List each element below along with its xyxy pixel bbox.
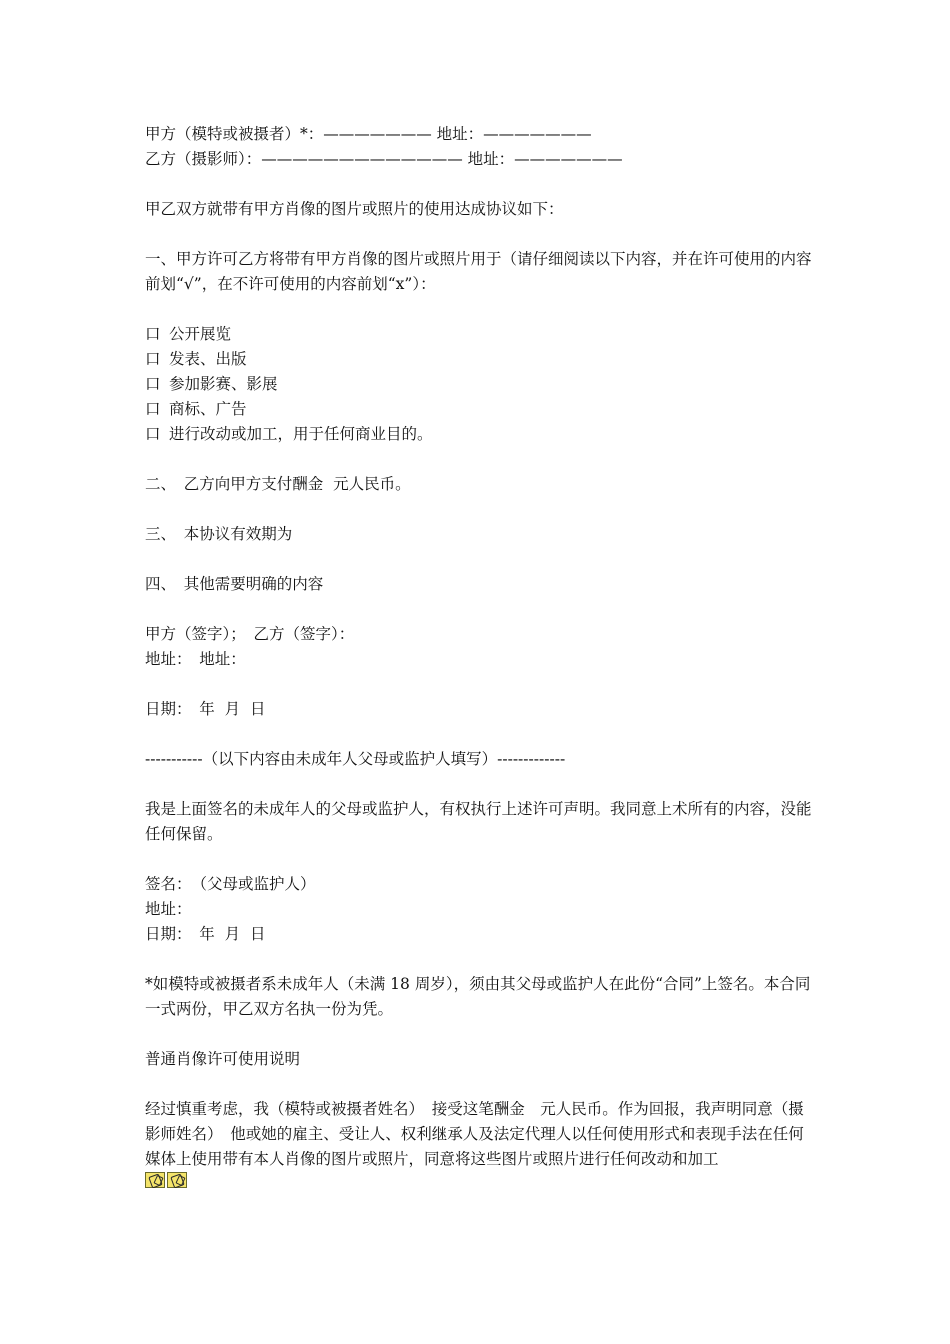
checkbox-icon[interactable]: 口 (145, 350, 161, 368)
party-a-line: 甲方（模特或被摄者）*：——————— 地址：——————— (145, 125, 592, 143)
checkbox-icon[interactable]: 口 (145, 425, 161, 443)
usage-option-label: 进行改动或加工，用于任何商业目的。 (169, 425, 433, 443)
general-section-title: 普通肖像许可使用说明 (145, 1050, 301, 1068)
party-b-line: 乙方（摄影师）：————————————— 地址：——————— (145, 150, 623, 168)
usage-option-2[interactable] (145, 347, 815, 372)
usage-option-5[interactable] (145, 422, 815, 447)
link-icon[interactable] (145, 1172, 165, 1188)
checkbox-icon[interactable]: 口 (145, 400, 161, 418)
footnote: *如模特或被摄者系未成年人（未满 18 周岁），须由其父母或监护人在此份“合同”上签名。本合同一式两份，甲乙双方名执一份为凭。 (145, 975, 811, 1018)
general-permission-text: 经过慎重考虑，我（模特或被摄者姓名） 接受这笔酬金 元人民币。作为回报，我声明同意（摄影师姓名） 他或她的雇主、受让人、权利继承人及法定代理人以任何使用形式和表现手法在任何媒体上使用带有本人肖像的图片或照片，同意将这些图片或照片进行任何改动和加工 (145, 1100, 804, 1168)
usage-option-1[interactable] (145, 322, 815, 347)
document-body (145, 122, 815, 1188)
minor-section-divider: -----------（以下内容由未成年人父母或监护人填写）------------- (145, 750, 566, 768)
checkbox-icon[interactable]: 口 (145, 375, 161, 393)
usage-option-label: 发表、出版 (169, 350, 247, 368)
toolbar-icons (145, 1172, 815, 1188)
link-icon[interactable] (167, 1172, 187, 1188)
clause-3: 三、 本协议有效期为 (145, 525, 293, 543)
signature-date-line: 日期： 年 月 日 (145, 700, 266, 718)
usage-option-label: 商标、广告 (169, 400, 247, 418)
usage-option-label: 公开展览 (169, 325, 232, 343)
clause-1: 一、甲方许可乙方将带有甲方肖像的图片或照片用于（请仔细阅读以下内容，并在许可使用的内容前划“√”，在不许可使用的内容前划“x”）： (145, 250, 812, 293)
minor-statement: 我是上面签名的未成年人的父母或监护人，有权执行上述许可声明。我同意上术所有的内容，没能任何保留。 (145, 800, 812, 843)
checkbox-icon[interactable]: 口 (145, 325, 161, 343)
clause-4: 四、 其他需要明确的内容 (145, 575, 324, 593)
usage-option-label: 参加影赛、影展 (169, 375, 278, 393)
guardian-address-line: 地址： (145, 900, 192, 918)
intro-text: 甲乙双方就带有甲方肖像的图片或照片的使用达成协议如下： (145, 200, 564, 218)
usage-option-4[interactable] (145, 397, 815, 422)
clause-2: 二、 乙方向甲方支付酬金 元人民币。 (145, 475, 411, 493)
guardian-date-line: 日期： 年 月 日 (145, 925, 266, 943)
signature-line: 甲方（签字）； 乙方（签字）： (145, 625, 355, 643)
usage-option-3[interactable] (145, 372, 815, 397)
signature-address-line: 地址： 地址： (145, 650, 246, 668)
guardian-sign-line: 签名： （父母或监护人） (145, 875, 316, 893)
